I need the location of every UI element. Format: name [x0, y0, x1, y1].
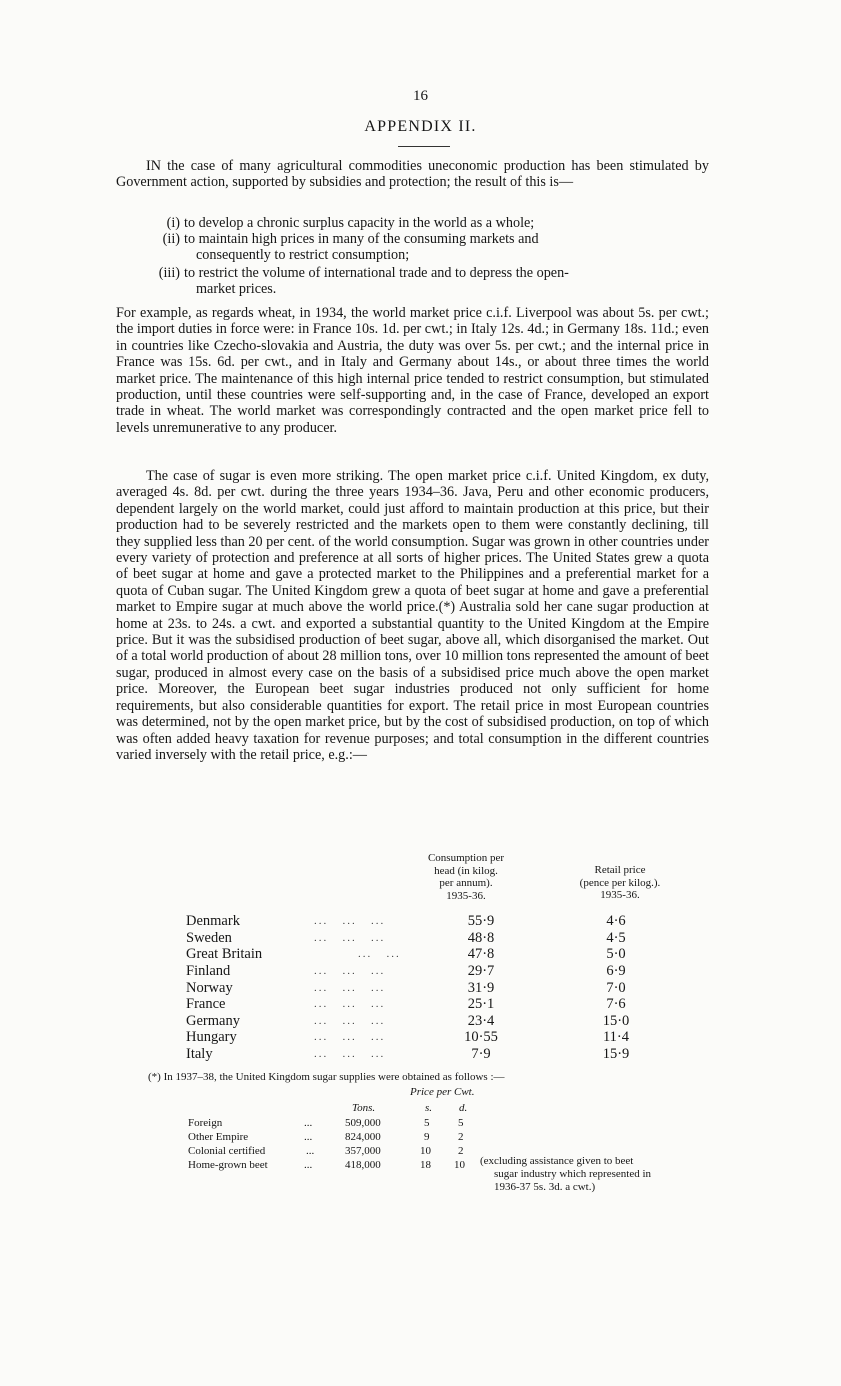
consumption-value: 48·8	[467, 930, 495, 946]
consumption-column-header	[410, 852, 522, 902]
result-item-3	[148, 265, 709, 298]
supply-tons: 418,000	[345, 1159, 381, 1171]
price-value: 4·5	[606, 930, 626, 946]
result-text: to maintain high prices in many of the consuming markets and	[184, 231, 539, 247]
supply-tons: 357,000	[345, 1145, 381, 1157]
leader-dots: ... ... ...	[314, 998, 386, 1010]
price-shillings: 10	[420, 1145, 431, 1157]
footnote-note	[480, 1155, 730, 1193]
price-pence: 5	[458, 1117, 464, 1129]
price-value: 5·0	[606, 946, 626, 962]
leader-dots: ...	[304, 1131, 313, 1143]
result-text: to develop a chronic surplus capacity in the world as a whole;	[184, 215, 535, 231]
country-name: Great Britain	[186, 946, 263, 962]
price-shillings: 18	[420, 1159, 431, 1171]
supply-tons: 509,000	[345, 1117, 381, 1129]
country-name: Germany	[186, 1013, 240, 1029]
result-number: (ii)	[162, 231, 180, 247]
consumption-value: 10·55	[464, 1029, 498, 1045]
price-shillings: 9	[424, 1131, 430, 1143]
consumption-value: 7·9	[471, 1046, 491, 1062]
result-number: (i)	[166, 215, 180, 231]
result-continuation: consequently to restrict consumption;	[196, 247, 410, 264]
header-line: (pence per kilog.).	[579, 876, 661, 889]
intro-paragraph: IN the case of many agricultural commodities uneconomic production has been stimulated by Government action, supported by subsidies and protection; the result of this is—	[116, 158, 709, 191]
price-pence: 2	[458, 1131, 464, 1143]
supply-source: Home-grown beet	[188, 1159, 268, 1171]
country-name: Sweden	[186, 930, 232, 946]
note-line: sugar industry which represented in	[494, 1167, 652, 1180]
result-item-1	[148, 215, 709, 231]
header-line: Retail price	[594, 864, 646, 876]
country-name: France	[186, 996, 226, 1012]
leader-dots: ... ... ...	[314, 982, 386, 994]
consumption-value: 29·7	[467, 963, 495, 979]
footnote-price-header: Price per Cwt.	[410, 1086, 475, 1098]
price-value: 6·9	[606, 963, 626, 979]
country-name: Hungary	[186, 1029, 237, 1045]
price-value: 4·6	[606, 913, 626, 929]
consumption-value: 23·4	[467, 1013, 495, 1029]
note-line: 1936-37 5s. 3d. a cwt.)	[494, 1180, 596, 1193]
title-rule	[398, 146, 450, 147]
supply-source: Other Empire	[188, 1131, 249, 1143]
sugar-paragraph: The case of sugar is even more striking. The open market price c.i.f. United Kingdom, ex duty, averaged 4s. 8d. per cwt. during the three years 1934–36. Java, Peru and other economic producers, dependent largely on the world market, could just afford to maintain production at this price, but their production had to be severely restricted and the markets open to them were constantly declining, till they supplied less than 20 per cent. of the world consumption. Sugar was grown in other countries under every variety of protection and preference at all sorts of higher prices. The United States grew a quota of beet sugar at home and gave a protected market to the Philippines and a preferential market for a quota of Cuban sugar. The United Kingdom grew a quota of beet sugar at home and gave a preferential market to Empire sugar at much above the world price.(*) Australia sold her cane sugar production at home at 23s. to 24s. a cwt. and exported a substantial quantity to the United Kingdom at the Empire price. But it was the subsidised production of beet sugar, above all, which disorganised the market. Out of a total world production of about 28 million tons, over 10 million tons represented the amount of beet sugar, produced in almost every case on the basis of a subsidised price much above the open market price. Moreover, the European beet sugar industries produced not only sufficient for home requirements, but also considerable quantities for export. The retail price in most European countries was determined, not by the open market price, but by the cost of subsidised production, on top of which was often added heavy taxation for revenue purposes; and total consumption in the different countries varied inversely with the retail price, e.g.:—	[116, 468, 709, 763]
leader-dots: ...	[306, 1145, 315, 1157]
header-line: 1935-36.	[600, 889, 640, 901]
leader-dots: ... ... ...	[314, 1015, 386, 1027]
price-pence: 10	[454, 1159, 465, 1171]
price-value: 11·4	[602, 1029, 630, 1045]
price-column-header	[558, 864, 682, 902]
leader-dots: ...	[304, 1117, 313, 1129]
leader-dots: ... ... ...	[314, 1031, 386, 1043]
wheat-paragraph: For example, as regards wheat, in 1934, the world market price c.i.f. Liverpool was about 5s. per cwt.; the import duties in force were: in France 10s. 1d. per cwt.; in Italy 12s. 4d.; in Germany 18s. 11d.; even in countries like Czecho-slovakia and Austria, the duty was over 5s. per cwt.; and the internal price in France was 15s. 6d. per cwt., and in Italy and Germany about 14s., or about three times the world market price. The maintenance of this high internal price tended to restrict consumption, but stimulated production, until these countries were self-supporting and, in the case of France, developed an export trade in wheat. The world market was correspondingly contracted and the open market price fell to levels unremunerative to any producer.	[116, 305, 709, 436]
leader-dots: ... ... ...	[314, 932, 386, 944]
header-line: Consumption per	[427, 852, 505, 864]
header-line: 1935-36.	[446, 889, 486, 902]
result-item-2	[148, 231, 709, 264]
country-name: Finland	[186, 963, 231, 979]
appendix-title: APPENDIX II.	[364, 118, 477, 135]
country-name: Italy	[186, 1046, 213, 1062]
leader-dots: ... ...	[358, 948, 401, 960]
country-name: Norway	[186, 980, 233, 996]
header-line: per annum).	[439, 877, 493, 889]
price-pence: 2	[458, 1145, 464, 1157]
consumption-value: 31·9	[467, 980, 495, 996]
price-value: 15·9	[602, 1046, 630, 1062]
price-value: 15·0	[602, 1013, 630, 1029]
footnote-intro: (*) In 1937–38, the United Kingdom sugar supplies were obtained as follows :—	[148, 1071, 505, 1083]
header-line: head (in kilog.	[434, 864, 498, 877]
consumption-value: 47·8	[467, 946, 495, 962]
note-line: (excluding assistance given to beet	[480, 1155, 634, 1167]
consumption-value: 55·9	[467, 913, 495, 929]
result-text: to restrict the volume of international trade and to depress the open-	[184, 265, 569, 281]
leader-dots: ... ... ...	[314, 1048, 386, 1060]
supply-tons: 824,000	[345, 1131, 381, 1143]
supply-source: Colonial certified	[188, 1145, 266, 1157]
page-number: 16	[413, 88, 428, 104]
leader-dots: ... ... ...	[314, 965, 386, 977]
price-value: 7·6	[606, 996, 626, 1012]
footnote-shillings-header: s.	[425, 1102, 433, 1114]
supply-source: Foreign	[188, 1117, 223, 1129]
price-value: 7·0	[606, 980, 626, 996]
footnote-pence-header: d.	[459, 1102, 468, 1114]
price-shillings: 5	[424, 1117, 430, 1129]
country-name: Denmark	[186, 913, 240, 929]
leader-dots: ... ... ...	[314, 915, 386, 927]
consumption-value: 25·1	[467, 996, 495, 1012]
leader-dots: ...	[304, 1159, 313, 1171]
result-continuation: market prices.	[196, 281, 277, 298]
result-number: (iii)	[158, 265, 180, 281]
footnote-tons-header: Tons.	[352, 1102, 376, 1114]
